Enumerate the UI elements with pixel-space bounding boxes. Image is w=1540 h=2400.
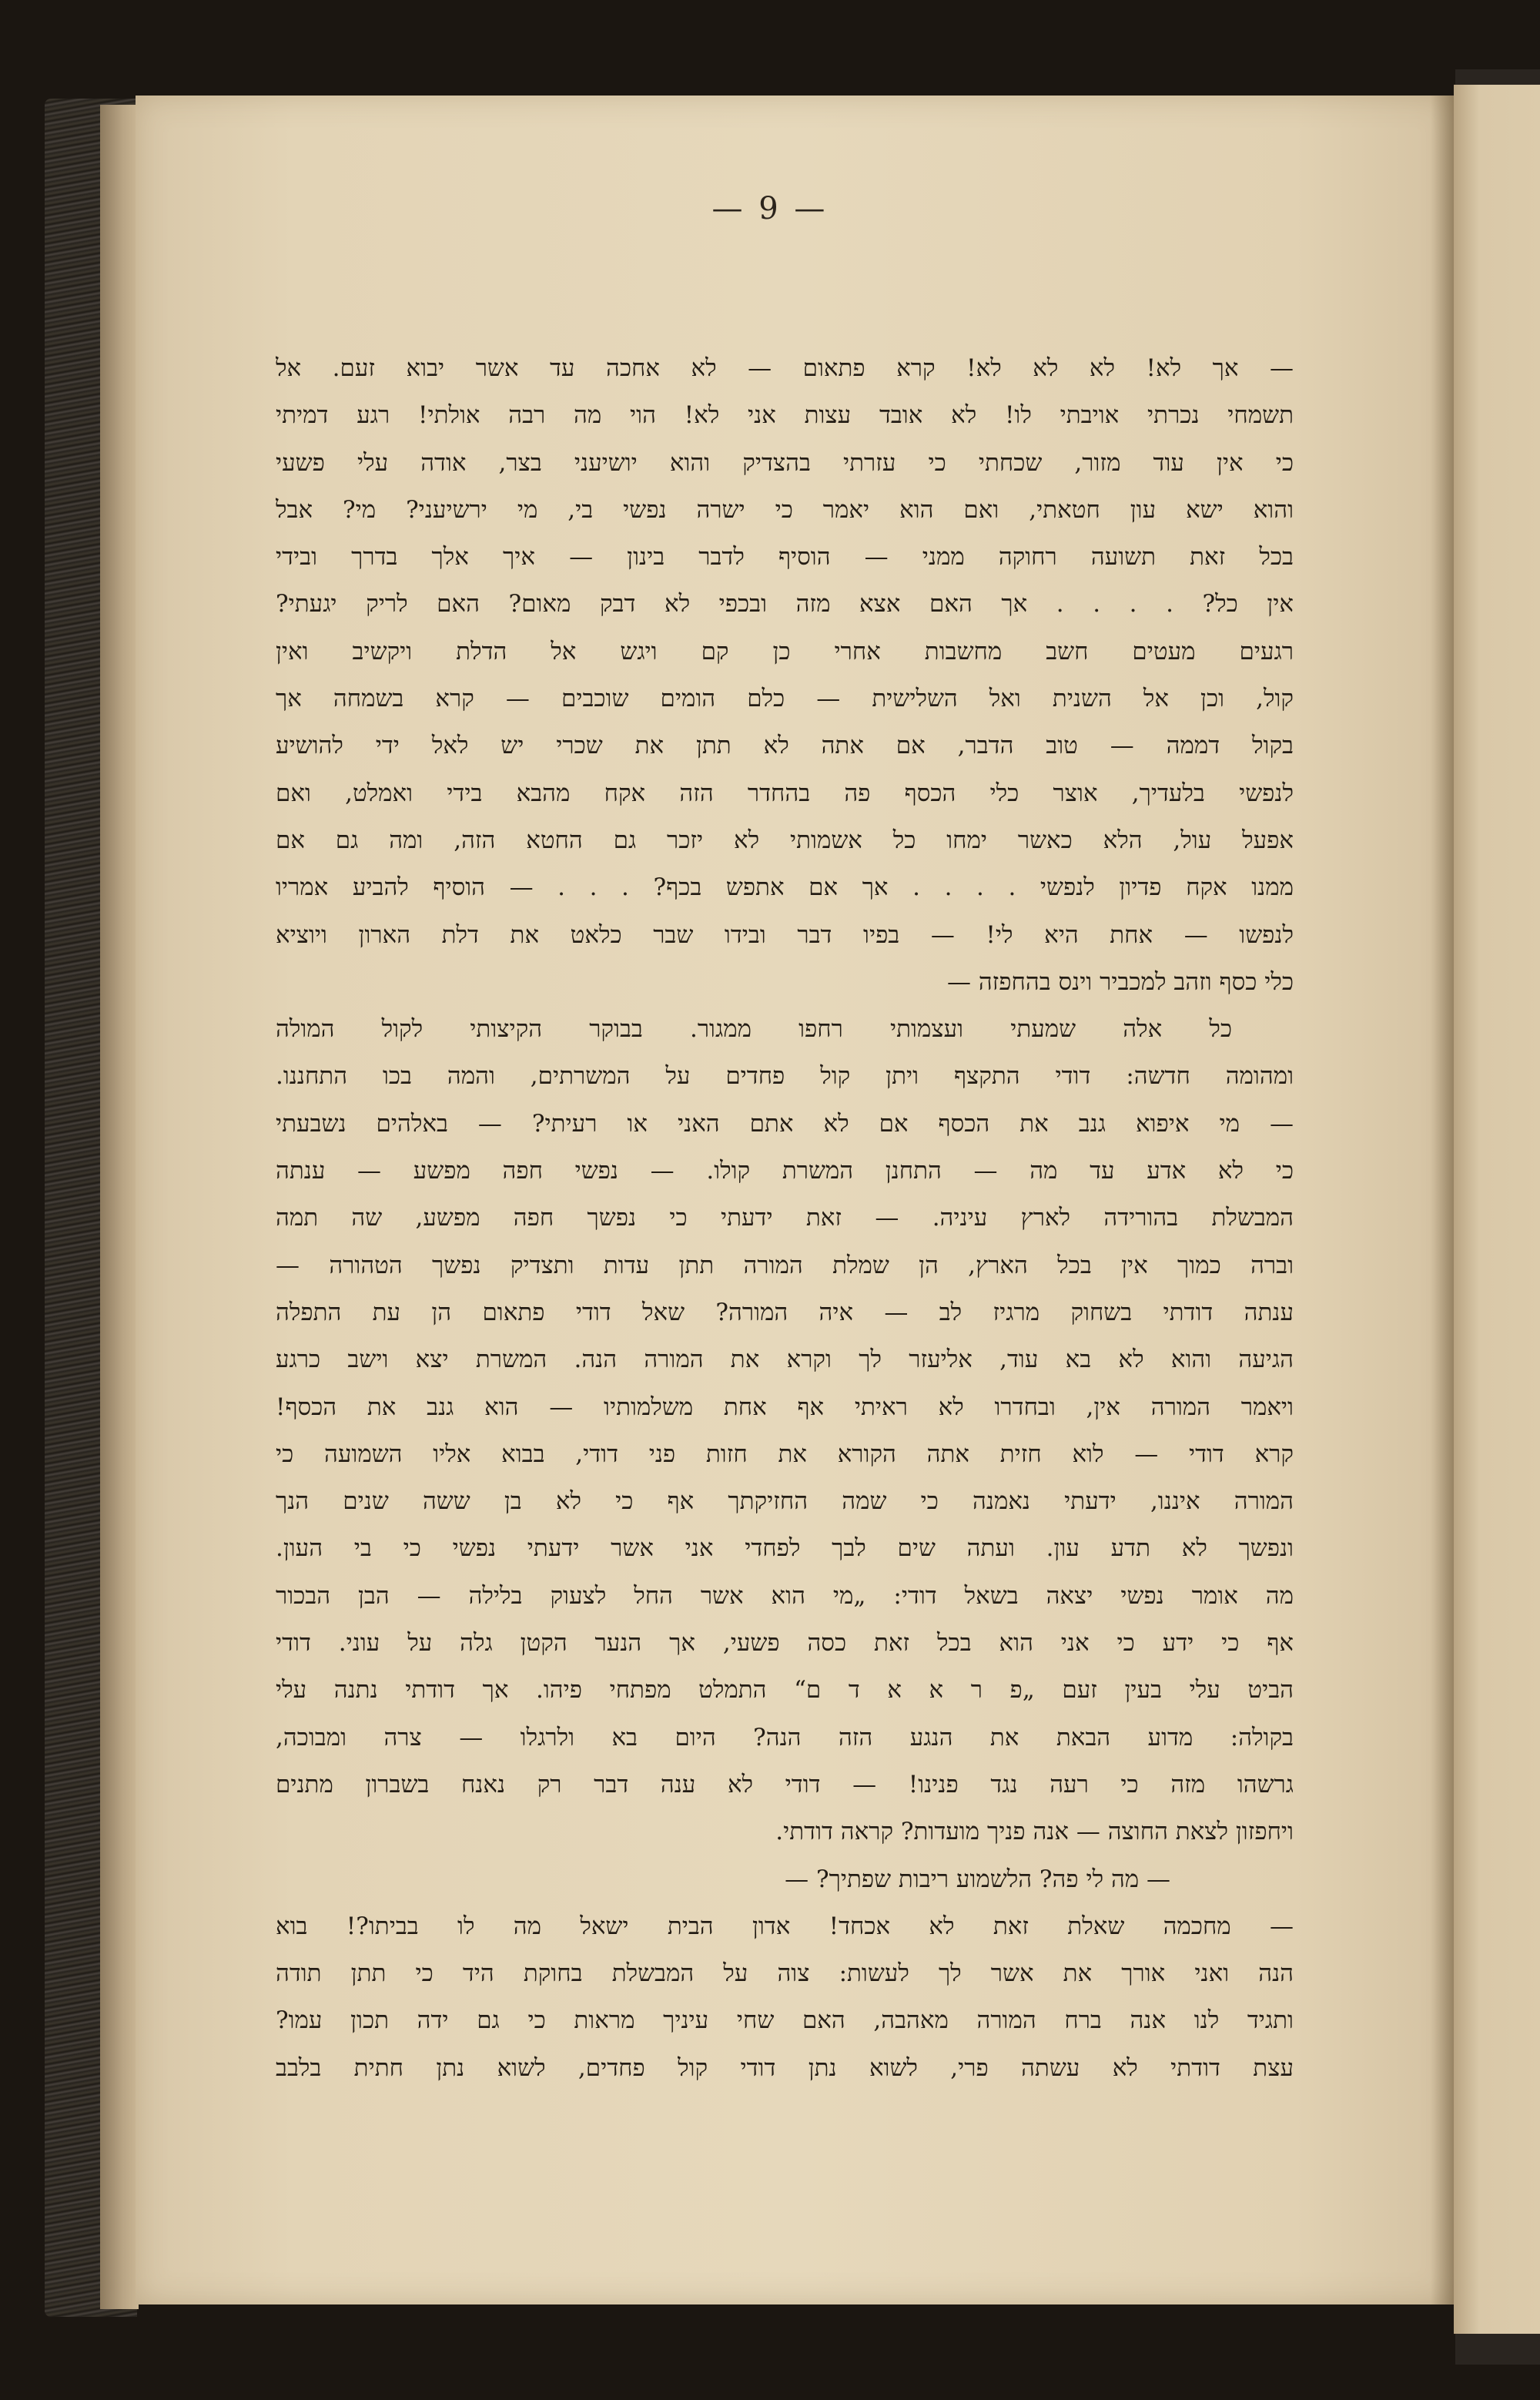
text-line: אין כל? . . . . אך האם אצא מזה ובכפי לא דבק מאום? האם לריק יגעתי?	[276, 590, 1294, 618]
text-line: ענתה דודתי בשחוק מרגיז לב — איה המורה? שאל דודי פתאום הן עת התפלה	[276, 1298, 1294, 1326]
text-line: גרשהו מזה כי רעה נגד פנינו! — דודי לא ענה דבר רק נאנח בשברון מתנים	[276, 1770, 1294, 1798]
text-line: לנפשו — אחת היא לי! — בפיו דבר ובידו שבר כלאט את דלת הארון ויוציא	[276, 920, 1294, 949]
page-stack-edge	[100, 105, 139, 2309]
text-line: — מחכמה שאלת זאת לא אכחד! אדון הבית ישאל מה לו בביתו?! בוא	[276, 1912, 1294, 1940]
text-line: אף כי ידע כי אני הוא בכל זאת כסה פשעי, אך הנער הקטן גלה על עוני. דודי	[276, 1629, 1294, 1658]
text-line: תשמחי נכרתי אויבתי לו! לא אובד עצות אני לא! הוי מה רבה אולתי! רגע דמיתי	[276, 401, 1294, 430]
text-line: — מה לי פה? הלשמוע ריבות שפתיך? —	[785, 1865, 1170, 1893]
text-line: בכל זאת תשועה רחוקה ממני — הוסיף לדבר בינון — איך אלך בדרך ובידי	[276, 543, 1294, 572]
text-line: והוא ישא עון חטאתי, ואם הוא יאמר כי ישרה נפשי בי, מי ירשיעני? מי? אבל	[276, 495, 1294, 524]
text-line: כל אלה שמעתי ועצמותי רחפו ממגור. בבוקר הקיצותי לקול המולה	[276, 1015, 1232, 1044]
text-line: לנפשי בלעדיך, אוצר כלי הכסף פה בהחדר הזה אקח מהבא בידי ואמלט, ואם	[276, 779, 1294, 807]
text-line: כי לא אדע עד מה — התחנן המשרת קולו. — נפשי חפה מפשע — ענתה	[276, 1157, 1294, 1185]
text-line: הגיעה והוא לא בא עוד, אליעזר לך וקרא את המורה הנה. המשרת יצא וישב כרגע	[276, 1346, 1294, 1374]
text-line: מה אומר נפשי יצאה בשאל דודי: „מי הוא אשר החל לצעוק בלילה — הבן הבכור	[276, 1581, 1294, 1610]
page-text	[276, 345, 1294, 2092]
text-line: עצת דודתי לא עשתה פרי, לשוא נתן דודי קול פחדים, לשוא נתן חתית בלבב	[276, 2053, 1294, 2082]
facing-page-edge	[1454, 85, 1540, 2334]
text-line: ומהומה חדשה: דודי התקצף ויתן קול פחדים על המשרתים, והמה בכו התחננו.	[276, 1062, 1294, 1091]
text-line: רגעים מעטים חשב מחשבות אחרי כן קם ויגש אל הדלת ויקשיב ואין	[276, 637, 1294, 665]
text-line: כי אין עוד מזור, שכחתי כי עזרתי בהצדיק והוא יושיעני בצר, אודה עלי פשעי	[276, 448, 1294, 477]
text-line: קרא דודי — לוא חזית אתה הקורא את חזות פני דודי, בבוא אליו השמועה כי	[276, 1440, 1294, 1468]
text-line: הביט עלי בעין זעם „פ ר א א ד ם“ התמלט מפתחי פיהו. אך דודתי נתנה עלי	[276, 1676, 1294, 1704]
text-line: ויאמר המורה אין, ובחדרו לא ראיתי אף אחת משלמותיו — הוא גנב את הכסף!	[276, 1393, 1294, 1421]
text-line: הנה ואני אורך את אשר לך לעשות: צוה על המבשלת בחוקת היד כי תתן תודה	[276, 1959, 1294, 1988]
text-line: — מי איפוא גנב את הכסף אם לא אתם האני או רעיתי? — באלהים נשבעתי	[276, 1109, 1294, 1138]
text-line: כלי כסף וזהב למכביר וינס בהחפזה —	[946, 967, 1294, 996]
text-line: ותגיד לנו אנה ברח המורה מאהבה, האם שחי עיניך מראות כי גם ידה תכון עמו?	[276, 2006, 1294, 2035]
text-line: ונפשך לא תדע עון. ועתה שים לבך לפחדי אני אשר ידעתי נפשי כי בי העון.	[276, 1534, 1294, 1563]
page-number: — 9 —	[711, 191, 829, 226]
text-line: בקולה: מדוע הבאת את הנגע הזה הנה? היום בא ולרגלו — צרה ומבוכה,	[276, 1723, 1294, 1751]
text-line: בקול דממה — טוב הדבר, אם אתה לא תתן את שכרי יש לאל ידי להושיע	[276, 732, 1294, 760]
page-gutter-shadow	[1431, 96, 1454, 2304]
text-line: ממנו אקח פדיון לנפשי . . . . אך אם אתפש בכף? . . . — הוסיף להביע אמריו	[276, 873, 1294, 902]
text-line: המורה איננו, ידעתי נאמנה כי שמה החזיקתך אף כי לא בן ששה שנים הנך	[276, 1487, 1294, 1516]
text-line: קול, וכן אל השנית ואל השלישית — כלם הומים שוכבים — קרא בשמחה אך	[276, 685, 1294, 713]
text-line: — אך לא! לא לא לא! קרא פתאום — לא אחכה עד אשר יבוא זעם. אל	[276, 354, 1294, 382]
text-line: המבשלת בהורידה לארץ עיניה. — זאת ידעתי כי נפשך חפה מפשע, שה תמה	[276, 1204, 1294, 1232]
text-line: ויחפזון לצאת החוצה — אנה פניך מועדות? קראה דודתי.	[775, 1818, 1294, 1846]
text-line: וברה כמוך אין בכל הארץ, הן שמלת המורה תתן עדות ותצדיק נפשך הטהורה —	[276, 1251, 1294, 1279]
text-line: אפעל עול, הלא כאשר ימחו כל אשמותי לא יזכר גם החטא הזה, ומה גם אם	[276, 826, 1294, 854]
